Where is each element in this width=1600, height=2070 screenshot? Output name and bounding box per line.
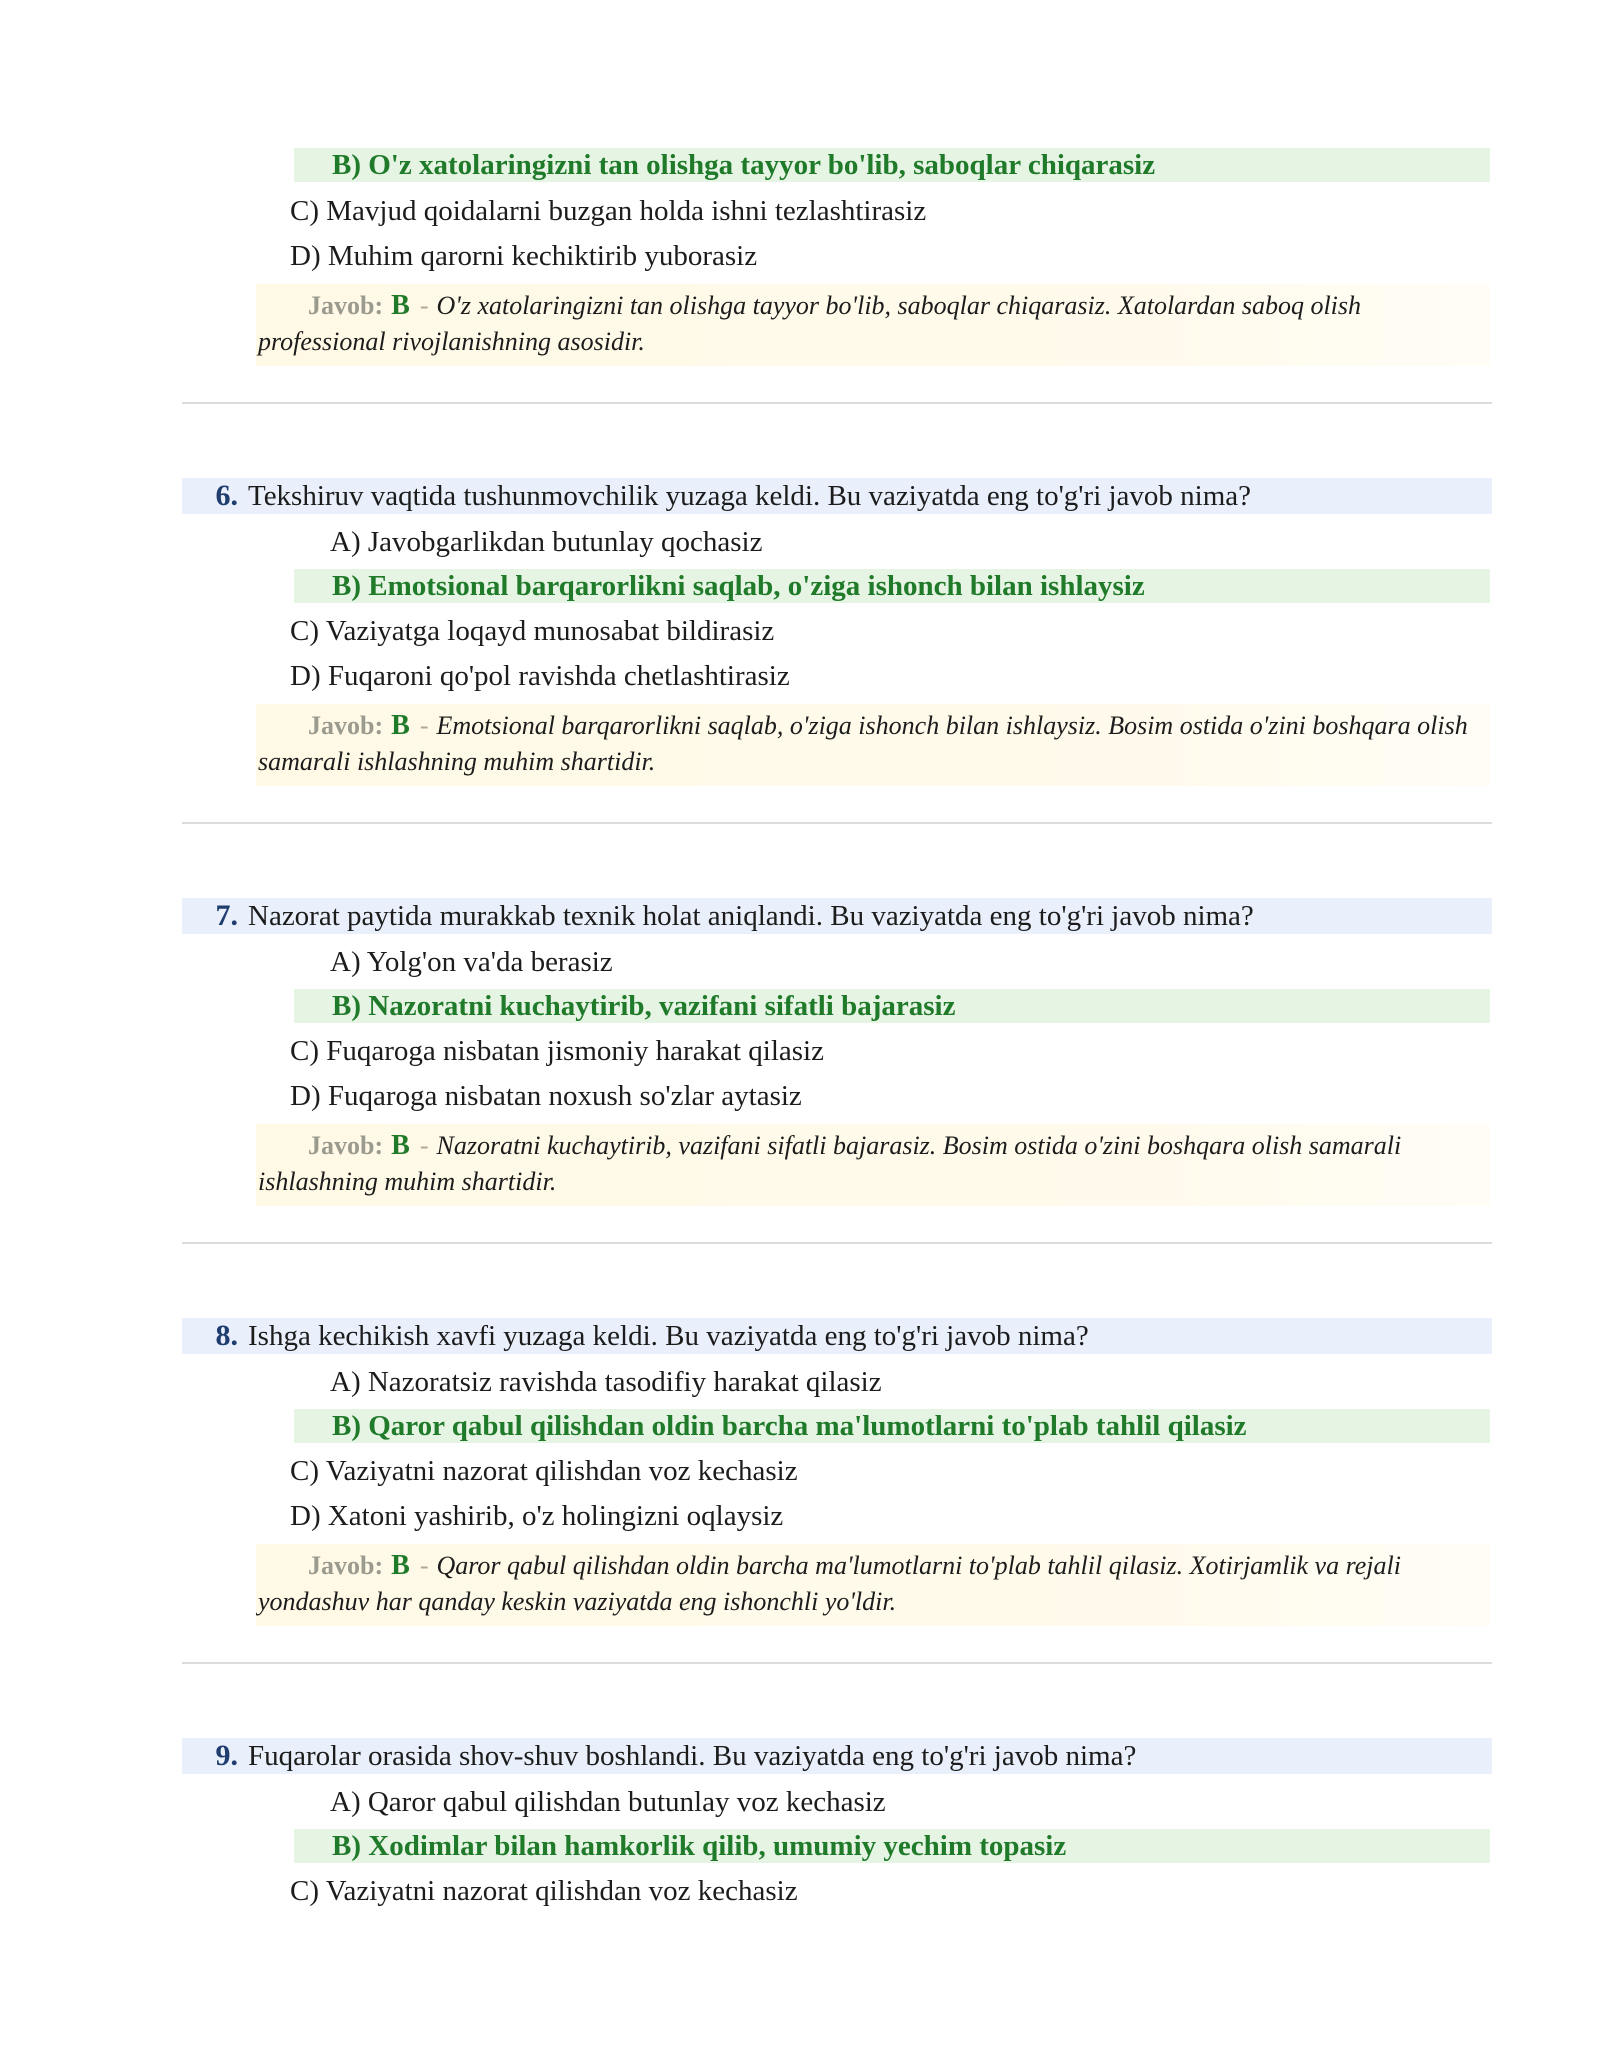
- answer-explanation: Emotsional barqarorlikni saqlab, o'ziga ishonch bilan ishlaysiz. Bosim ostida o'zini boshqara olish samarali ishlashning muhim shartidir.: [258, 711, 1468, 776]
- answer-dash: -: [419, 711, 429, 740]
- answer-explanation: Qaror qabul qilishdan oldin barcha ma'lumotlarni to'plab tahlil qilasiz. Xotirjamlik va rejali yondashuv har qanday keskin vaziyatda eng ishonchli yo'ldir.: [258, 1551, 1401, 1616]
- q7-number: 7.: [215, 899, 238, 932]
- q9-question-text: Fuqarolar orasida shov-shuv boshlandi. Bu vaziyatda eng to'g'ri javob nima?: [248, 1740, 1137, 1772]
- q9-option-a: A) Qaror qabul qilishdan butunlay voz kechasiz: [330, 1786, 886, 1818]
- q6-number: 6.: [215, 479, 238, 512]
- answer-dash: -: [419, 291, 429, 320]
- question-divider: [182, 402, 1492, 404]
- q6-option-b-correct: B) Emotsional barqarorlikni saqlab, o'ziga ishonch bilan ishlaysiz: [294, 569, 1490, 603]
- q7-option-d: D) Fuqaroga nisbatan noxush so'zlar aytasiz: [290, 1080, 802, 1112]
- q6-option-d: D) Fuqaroni qo'pol ravishda chetlashtirasiz: [290, 660, 790, 692]
- q5-answer-box: [256, 284, 1490, 366]
- q9-option-b-correct: B) Xodimlar bilan hamkorlik qilib, umumiy yechim topasiz: [294, 1829, 1490, 1863]
- answer-label: Javob:: [308, 711, 384, 740]
- q6-option-c: C) Vaziyatga loqayd munosabat bildirasiz: [290, 615, 775, 647]
- q8-question-text: Ishga kechikish xavfi yuzaga keldi. Bu vaziyatda eng to'g'ri javob nima?: [248, 1320, 1089, 1352]
- answer-letter: B: [391, 1550, 410, 1581]
- answer-letter: B: [391, 290, 410, 321]
- answer-dash: -: [419, 1131, 429, 1160]
- q8-option-d: D) Xatoni yashirib, o'z holingizni oqlaysiz: [290, 1500, 784, 1532]
- q7-option-b-correct: B) Nazoratni kuchaytirib, vazifani sifatli bajarasiz: [294, 989, 1490, 1023]
- q6-option-a: A) Javobgarlikdan butunlay qochasiz: [330, 526, 763, 558]
- q6-question-text: Tekshiruv vaqtida tushunmovchilik yuzaga keldi. Bu vaziyatda eng to'g'ri javob nima?: [248, 480, 1252, 512]
- question-divider: [182, 822, 1492, 824]
- q9-number: 9.: [215, 1739, 238, 1772]
- q5-option-b-correct: B) O'z xatolaringizni tan olishga tayyor bo'lib, saboqlar chiqarasiz: [294, 148, 1490, 182]
- answer-letter: B: [391, 710, 410, 741]
- q9-option-c: C) Vaziyatni nazorat qilishdan voz kechasiz: [290, 1875, 798, 1907]
- q7-header: [182, 898, 1492, 934]
- q5-option-c: C) Mavjud qoidalarni buzgan holda ishni tezlashtirasiz: [290, 195, 927, 227]
- q7-question-text: Nazorat paytida murakkab texnik holat aniqlandi. Bu vaziyatda eng to'g'ri javob nima?: [248, 900, 1254, 932]
- answer-label: Javob:: [308, 291, 384, 320]
- q7-option-a: A) Yolg'on va'da berasiz: [330, 946, 613, 978]
- q8-number: 8.: [215, 1319, 238, 1352]
- question-divider: [182, 1242, 1492, 1244]
- q5-option-d: D) Muhim qarorni kechiktirib yuborasiz: [290, 240, 758, 272]
- answer-explanation: Nazoratni kuchaytirib, vazifani sifatli bajarasiz. Bosim ostida o'zini boshqara olish samarali ishlashning muhim shartidir.: [258, 1131, 1402, 1196]
- q6-answer-box: [256, 704, 1490, 786]
- question-divider: [182, 1662, 1492, 1664]
- q9-header: [182, 1738, 1492, 1774]
- q7-option-c: C) Fuqaroga nisbatan jismoniy harakat qilasiz: [290, 1035, 824, 1067]
- q8-option-a: A) Nazoratsiz ravishda tasodifiy harakat qilasiz: [330, 1366, 882, 1398]
- answer-explanation: O'z xatolaringizni tan olishga tayyor bo'lib, saboqlar chiqarasiz. Xatolardan saboq olish professional rivojlanishning asosidir.: [258, 291, 1362, 356]
- q8-option-b-correct: B) Qaror qabul qilishdan oldin barcha ma'lumotlarni to'plab tahlil qilasiz: [294, 1409, 1490, 1443]
- q7-answer-box: [256, 1124, 1490, 1206]
- q8-option-c: C) Vaziyatni nazorat qilishdan voz kechasiz: [290, 1455, 798, 1487]
- q6-header: [182, 478, 1492, 514]
- q8-header: [182, 1318, 1492, 1354]
- answer-letter: B: [391, 1130, 410, 1161]
- answer-label: Javob:: [308, 1131, 384, 1160]
- answer-label: Javob:: [308, 1551, 384, 1580]
- answer-dash: -: [419, 1551, 429, 1580]
- q8-answer-box: [256, 1544, 1490, 1626]
